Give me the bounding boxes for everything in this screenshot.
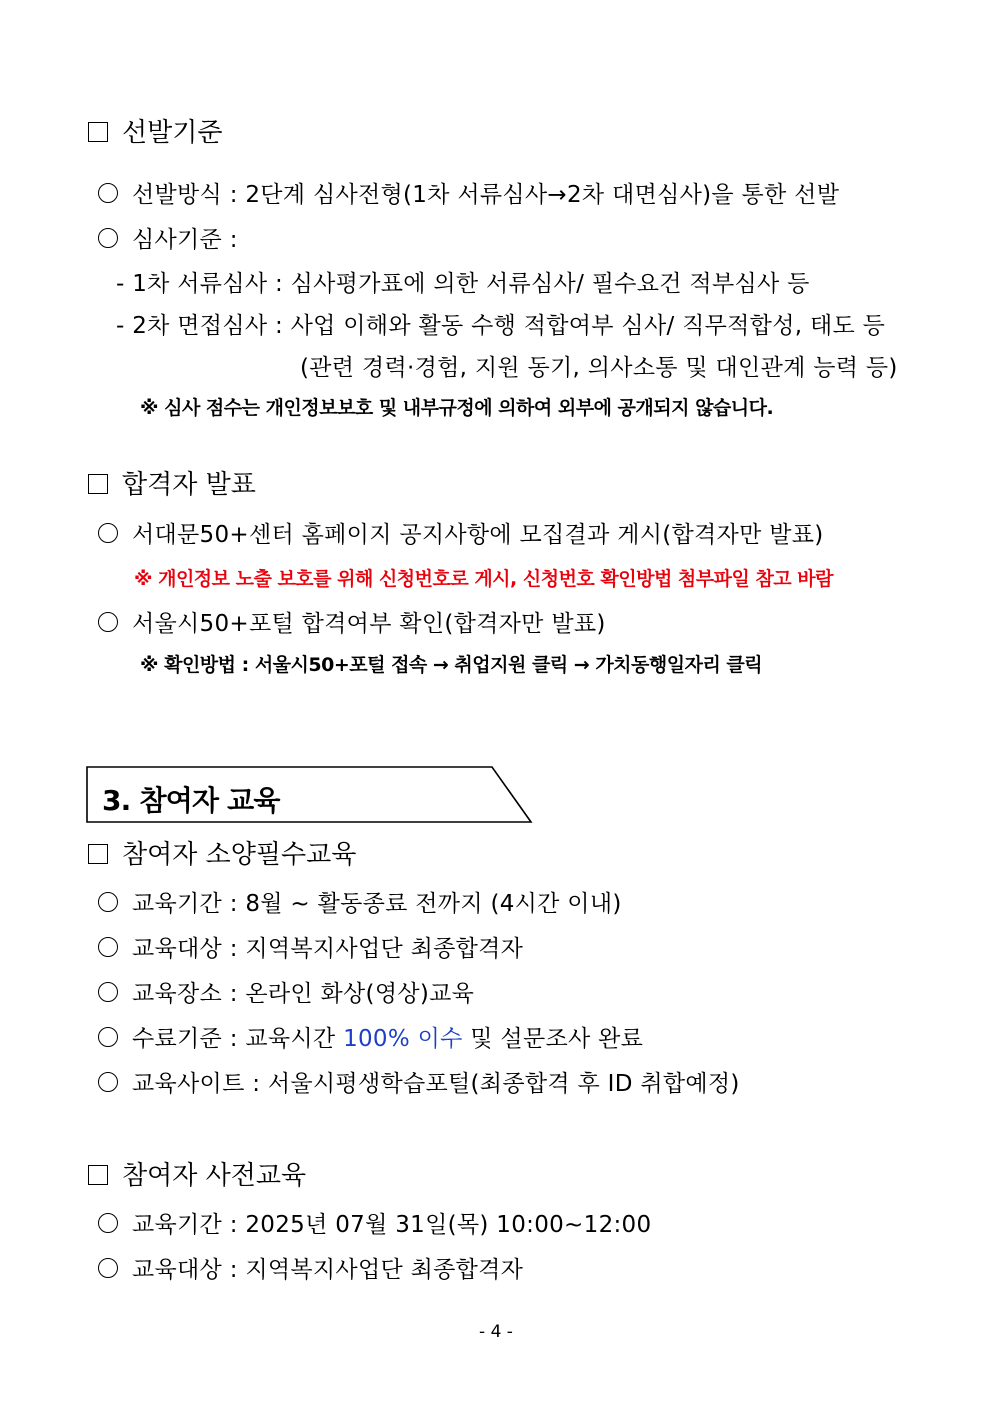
- education-period-item: 교육기간 : 8월 ~ 활동종료 전까지 (4시간 이내): [98, 892, 622, 916]
- item-value: 사업 이해와 활동 수행 적합여부 심사/ 직무적합성, 태도 등: [290, 313, 886, 339]
- circle-bullet-icon: [98, 1072, 118, 1092]
- item-value: 심사평가표에 의한 서류심사/ 필수요건 적부심사 등: [290, 271, 810, 297]
- item-label: 교육대상: [132, 1257, 223, 1283]
- heading-text: 참여자 소양필수교육: [122, 840, 357, 870]
- circle-bullet-icon: [98, 612, 118, 632]
- privacy-note: ※ 개인정보 노출 보호를 위해 신청번호로 게시, 신청번호 확인방법 첨부파일 참고 바람: [134, 568, 833, 590]
- section-heading-required-education: [88, 842, 356, 868]
- score-note: ※ 심사 점수는 개인정보보호 및 내부규정에 의하여 외부에 공개되지 않습니다.: [140, 397, 774, 419]
- item-label: 심사기준: [132, 227, 223, 253]
- pre-education-target-item: 교육대상 : 지역복지사업단 최종합격자: [98, 1258, 523, 1282]
- check-method-note: ※ 확인방법 : 서울시50+포털 접속 → 취업지원 클릭 → 가치동행일자리 클릭: [140, 654, 763, 676]
- item-text: 서대문50+센터 홈페이지 공지사항에 모집결과 게시(합격자만 발표): [132, 522, 824, 548]
- announcement-item-homepage: [98, 523, 824, 547]
- item-value: 지역복지사업단 최종합격자: [245, 936, 524, 962]
- heading-text: 선발기준: [122, 118, 223, 148]
- selection-criteria-item: 심사기준 :: [98, 228, 238, 252]
- square-bullet-icon: [88, 1165, 108, 1185]
- item-value: 8월 ~ 활동종료 전까지 (4시간 이내): [245, 891, 622, 917]
- education-target-item: 교육대상 : 지역복지사업단 최종합격자: [98, 937, 523, 961]
- circle-bullet-icon: [98, 1258, 118, 1278]
- circle-bullet-icon: [98, 982, 118, 1002]
- section-heading-selection: [88, 120, 222, 146]
- education-site-item: 교육사이트 : 서울시평생학습포털(최종합격 후 ID 취합예정): [98, 1072, 740, 1096]
- pre-education-period-item: 교육기간 : 2025년 07월 31일(목) 10:00~12:00: [98, 1213, 651, 1237]
- item-label: 교육사이트: [132, 1071, 245, 1097]
- item-text: 서울시50+포털 합격여부 확인(합격자만 발표): [132, 611, 606, 637]
- item-value: 서울시평생학습포털(최종합격 후 ID 취합예정): [267, 1071, 740, 1097]
- item-value: 교육시간: [245, 1026, 336, 1052]
- item-value: 2단계 심사전형(1차 서류심사→2차 대면심사)을 통한 선발: [245, 182, 840, 208]
- item-label: 교육기간: [132, 1212, 223, 1238]
- item-value: 지역복지사업단 최종합격자: [245, 1257, 524, 1283]
- item-value-rest: 및 설문조사 완료: [470, 1026, 644, 1052]
- item-value: 온라인 화상(영상)교육: [245, 981, 475, 1007]
- item-label: 1차 서류심사: [132, 271, 268, 297]
- square-bullet-icon: [88, 474, 108, 494]
- page-number: - 4 -: [479, 1322, 513, 1342]
- circle-bullet-icon: [98, 892, 118, 912]
- square-bullet-icon: [88, 122, 108, 142]
- item-label: 수료기준: [132, 1026, 223, 1052]
- section-heading-announcement: [88, 472, 256, 498]
- circle-bullet-icon: [98, 523, 118, 543]
- circle-bullet-icon: [98, 1027, 118, 1047]
- education-place-item: 교육장소 : 온라인 화상(영상)교육: [98, 982, 474, 1006]
- square-bullet-icon: [88, 844, 108, 864]
- item-label: 교육기간: [132, 891, 223, 917]
- heading-text: 참여자 사전교육: [122, 1161, 307, 1191]
- circle-bullet-icon: [98, 228, 118, 248]
- completion-criteria-item: 수료기준 : 교육시간 100% 이수 및 설문조사 완료: [98, 1027, 643, 1051]
- item-label: 교육장소: [132, 981, 223, 1007]
- item-label: 선발방식: [132, 182, 223, 208]
- doc-review-item: - 1차 서류심사 : 심사평가표에 의한 서류심사/ 필수요건 적부심사 등: [116, 271, 810, 297]
- item-label: 2차 면접심사: [132, 313, 268, 339]
- completion-highlight: 100% 이수: [343, 1026, 463, 1052]
- item-value: 2025년 07월 31일(목) 10:00~12:00: [245, 1212, 652, 1238]
- circle-bullet-icon: [98, 183, 118, 203]
- interview-item: - 2차 면접심사 : 사업 이해와 활동 수행 적합여부 심사/ 직무적합성, 태도 등: [116, 313, 886, 339]
- circle-bullet-icon: [98, 937, 118, 957]
- announcement-item-portal: [98, 612, 606, 636]
- section3-title: 3. 참여자 교육: [102, 784, 280, 817]
- circle-bullet-icon: [98, 1213, 118, 1233]
- section-heading-pre-education: [88, 1163, 306, 1189]
- interview-item-continued: (관련 경력·경험, 지원 동기, 의사소통 및 대인관계 능력 등): [300, 355, 898, 381]
- item-label: 교육대상: [132, 936, 223, 962]
- selection-method-item: 선발방식 : 2단계 심사전형(1차 서류심사→2차 대면심사)을 통한 선발: [98, 183, 839, 207]
- heading-text: 합격자 발표: [122, 470, 256, 500]
